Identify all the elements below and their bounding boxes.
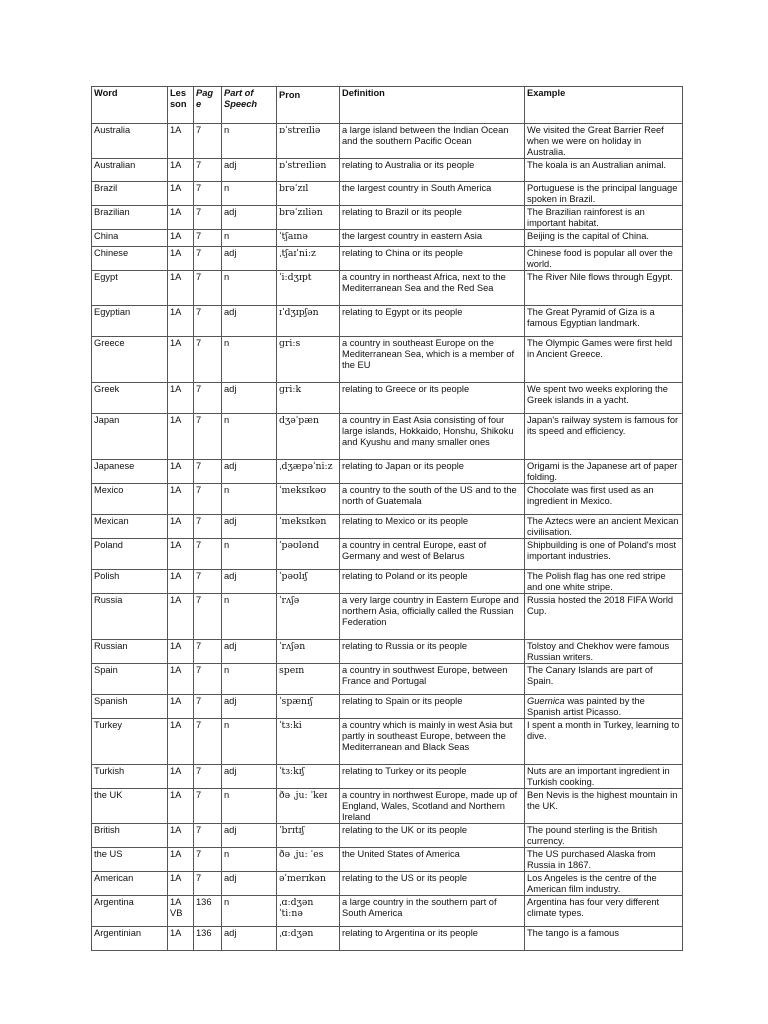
part-of-speech-cell: adj: [222, 640, 277, 664]
pronunciation-cell: ˈrʌʃə: [277, 594, 340, 640]
page-cell: 7: [194, 765, 222, 789]
pronunciation-cell: əˈmerɪkən: [277, 872, 340, 896]
word-cell: Greece: [92, 337, 168, 383]
pronunciation-cell: ˈbrɪtɪʃ: [277, 824, 340, 848]
table-row: [92, 271, 683, 306]
part-of-speech-cell: adj: [222, 570, 277, 594]
example-cell: Japan's railway system is famous for its speed and efficiency.: [525, 414, 683, 460]
part-of-speech-cell: n: [222, 896, 277, 927]
lesson-cell: 1A: [168, 719, 194, 765]
word-cell: the US: [92, 848, 168, 872]
page-cell: 7: [194, 247, 222, 271]
definition-cell: relating to Japan or its people: [340, 460, 525, 484]
lesson-cell: 1A: [168, 460, 194, 484]
pronunciation-cell: dʒəˈpæn: [277, 414, 340, 460]
example-italic-title: Guernica: [527, 696, 565, 706]
pronunciation-cell: ˈmeksɪkən: [277, 515, 340, 539]
definition-cell: relating to Spain or its people: [340, 695, 525, 719]
pronunciation-cell: ˌtʃaɪˈniːz: [277, 247, 340, 271]
page-cell: 7: [194, 337, 222, 383]
page-cell: 7: [194, 872, 222, 896]
table-body: [92, 124, 683, 951]
word-cell: Chinese: [92, 247, 168, 271]
example-cell: Nuts are an important ingredient in Turkish cooking.: [525, 765, 683, 789]
table-row: [92, 124, 683, 159]
word-cell: Turkey: [92, 719, 168, 765]
table-row: [92, 182, 683, 206]
pronunciation-cell: ɒˈstreɪliə: [277, 124, 340, 159]
definition-cell: a large island between the Indian Ocean and the southern Pacific Ocean: [340, 124, 525, 159]
word-cell: Brazilian: [92, 206, 168, 230]
table-row: [92, 383, 683, 414]
pronunciation-cell: ɡriːk: [277, 383, 340, 414]
pronunciation-cell: ɒˈstreɪliən: [277, 159, 340, 182]
part-of-speech-cell: n: [222, 539, 277, 570]
definition-cell: a country to the south of the US and to the north of Guatemala: [340, 484, 525, 515]
pronunciation-cell: ˈtɜːkɪʃ: [277, 765, 340, 789]
lesson-cell: 1A: [168, 206, 194, 230]
definition-cell: relating to Mexico or its people: [340, 515, 525, 539]
table-row: [92, 484, 683, 515]
example-cell: Chinese food is popular all over the world.: [525, 247, 683, 271]
vocabulary-table: [91, 86, 683, 951]
part-of-speech-cell: n: [222, 848, 277, 872]
example-text: was painted by the Spanish artist Picasso.: [527, 696, 645, 717]
word-cell: Russian: [92, 640, 168, 664]
word-cell: the UK: [92, 789, 168, 824]
definition-cell: a country in East Asia consisting of four large islands, Hokkaido, Honshu, Shikoku and Kyushu and many smaller ones: [340, 414, 525, 460]
definition-cell: the largest country in eastern Asia: [340, 230, 525, 247]
definition-cell: a country in central Europe, east of Germany and west of Belarus: [340, 539, 525, 570]
part-of-speech-cell: adj: [222, 159, 277, 182]
part-of-speech-cell: adj: [222, 695, 277, 719]
page-cell: 7: [194, 206, 222, 230]
pronunciation-cell: ðə ˌjuː ˈkeɪ: [277, 789, 340, 824]
table-row: [92, 765, 683, 789]
lesson-cell: 1A: [168, 695, 194, 719]
word-cell: Egyptian: [92, 306, 168, 337]
header-example: Example: [525, 87, 683, 124]
lesson-cell: 1A: [168, 664, 194, 695]
example-cell: The Great Pyramid of Giza is a famous Egyptian landmark.: [525, 306, 683, 337]
pronunciation-cell: ˈrʌʃən: [277, 640, 340, 664]
word-cell: British: [92, 824, 168, 848]
example-cell: We visited the Great Barrier Reef when we were on holiday in Australia.: [525, 124, 683, 159]
page-cell: 7: [194, 570, 222, 594]
definition-cell: a country in northwest Europe, made up of England, Wales, Scotland and Northern Ireland: [340, 789, 525, 824]
part-of-speech-cell: n: [222, 484, 277, 515]
lesson-cell: 1A: [168, 159, 194, 182]
page-cell: 7: [194, 182, 222, 206]
page-cell: 7: [194, 383, 222, 414]
part-of-speech-cell: n: [222, 594, 277, 640]
part-of-speech-cell: adj: [222, 927, 277, 951]
definition-cell: relating to China or its people: [340, 247, 525, 271]
page-cell: 7: [194, 719, 222, 765]
definition-cell: a country in southwest Europe, between France and Portugal: [340, 664, 525, 695]
pronunciation-cell: ˈtɜːki: [277, 719, 340, 765]
word-cell: Turkish: [92, 765, 168, 789]
part-of-speech-cell: n: [222, 337, 277, 383]
word-cell: Mexico: [92, 484, 168, 515]
lesson-cell: 1A: [168, 570, 194, 594]
page-cell: 136: [194, 927, 222, 951]
header-part-of-speech: Part of Speech: [222, 87, 277, 124]
example-cell: We spent two weeks exploring the Greek islands in a yacht.: [525, 383, 683, 414]
definition-cell: relating to Brazil or its people: [340, 206, 525, 230]
pronunciation-cell: brəˈzɪliən: [277, 206, 340, 230]
page-cell: 7: [194, 271, 222, 306]
example-cell: The Aztecs were an ancient Mexican civilisation.: [525, 515, 683, 539]
pronunciation-cell: ɡriːs: [277, 337, 340, 383]
page-cell: 7: [194, 640, 222, 664]
word-cell: Spain: [92, 664, 168, 695]
lesson-cell: 1A: [168, 182, 194, 206]
lesson-cell: 1A: [168, 383, 194, 414]
table-row: [92, 719, 683, 765]
definition-cell: relating to Argentina or its people: [340, 927, 525, 951]
definition-cell: relating to Poland or its people: [340, 570, 525, 594]
part-of-speech-cell: n: [222, 124, 277, 159]
page-cell: 7: [194, 824, 222, 848]
lesson-cell: 1A: [168, 824, 194, 848]
part-of-speech-cell: n: [222, 719, 277, 765]
example-cell: The Canary Islands are part of Spain.: [525, 664, 683, 695]
table-row: [92, 896, 683, 927]
part-of-speech-cell: adj: [222, 247, 277, 271]
definition-cell: relating to the US or its people: [340, 872, 525, 896]
part-of-speech-cell: adj: [222, 824, 277, 848]
lesson-cell: 1A: [168, 484, 194, 515]
page-cell: 136: [194, 896, 222, 927]
part-of-speech-cell: n: [222, 271, 277, 306]
pronunciation-cell: ˌdʒæpəˈniːz: [277, 460, 340, 484]
definition-cell: a country in northeast Africa, next to the Mediterranean Sea and the Red Sea: [340, 271, 525, 306]
word-cell: China: [92, 230, 168, 247]
part-of-speech-cell: n: [222, 182, 277, 206]
word-cell: Spanish: [92, 695, 168, 719]
part-of-speech-cell: n: [222, 414, 277, 460]
pronunciation-cell: ˈiːdʒɪpt: [277, 271, 340, 306]
definition-cell: relating to the UK or its people: [340, 824, 525, 848]
word-cell: Brazil: [92, 182, 168, 206]
example-cell: Shipbuilding is one of Poland's most important industries.: [525, 539, 683, 570]
word-cell: Japan: [92, 414, 168, 460]
word-cell: Japanese: [92, 460, 168, 484]
part-of-speech-cell: adj: [222, 206, 277, 230]
example-cell: Ben Nevis is the highest mountain in the UK.: [525, 789, 683, 824]
page-cell: 7: [194, 664, 222, 695]
example-cell: Portuguese is the principal language spoken in Brazil.: [525, 182, 683, 206]
table-row: [92, 539, 683, 570]
lesson-cell: 1A: [168, 230, 194, 247]
example-cell: The US purchased Alaska from Russia in 1867.: [525, 848, 683, 872]
page-cell: 7: [194, 515, 222, 539]
definition-cell: a country in southeast Europe on the Mediterranean Sea, which is a member of the EU: [340, 337, 525, 383]
page-cell: 7: [194, 159, 222, 182]
page-cell: 7: [194, 848, 222, 872]
lesson-cell: 1A: [168, 765, 194, 789]
page-cell: 7: [194, 124, 222, 159]
word-cell: Australia: [92, 124, 168, 159]
lesson-cell: 1A: [168, 594, 194, 640]
example-cell: Tolstoy and Chekhov were famous Russian writers.: [525, 640, 683, 664]
table-row: [92, 414, 683, 460]
pronunciation-cell: speɪn: [277, 664, 340, 695]
table-row: [92, 230, 683, 247]
example-cell: The Olympic Games were first held in Ancient Greece.: [525, 337, 683, 383]
header-word: Word: [92, 87, 168, 124]
table-row: [92, 594, 683, 640]
part-of-speech-cell: adj: [222, 765, 277, 789]
word-cell: Mexican: [92, 515, 168, 539]
table-row: [92, 789, 683, 824]
page-cell: 7: [194, 306, 222, 337]
definition-cell: the largest country in South America: [340, 182, 525, 206]
lesson-cell: 1A: [168, 414, 194, 460]
example-cell: [525, 695, 683, 719]
word-cell: American: [92, 872, 168, 896]
definition-cell: relating to Russia or its people: [340, 640, 525, 664]
pronunciation-cell: ˈpəʊlənd: [277, 539, 340, 570]
header-lesson: Les son: [168, 87, 194, 124]
word-cell: Greek: [92, 383, 168, 414]
header-row: [92, 87, 683, 124]
table-row: [92, 206, 683, 230]
table-row: [92, 640, 683, 664]
definition-cell: the United States of America: [340, 848, 525, 872]
example-cell: The koala is an Australian animal.: [525, 159, 683, 182]
table-row: [92, 927, 683, 951]
word-cell: Egypt: [92, 271, 168, 306]
word-cell: Polish: [92, 570, 168, 594]
page-cell: 7: [194, 414, 222, 460]
header-page: Pag e: [194, 87, 222, 124]
lesson-cell: 1A: [168, 848, 194, 872]
example-cell: The pound sterling is the British currency.: [525, 824, 683, 848]
pronunciation-cell: brəˈzɪl: [277, 182, 340, 206]
part-of-speech-cell: adj: [222, 306, 277, 337]
word-cell: Argentinian: [92, 927, 168, 951]
pronunciation-cell: ˌɑːdʒənˈtiːnə: [277, 896, 340, 927]
example-cell: The tango is a famous: [525, 927, 683, 951]
part-of-speech-cell: adj: [222, 383, 277, 414]
pronunciation-cell: ˈtʃaɪnə: [277, 230, 340, 247]
table-row: [92, 515, 683, 539]
header-pron: Pron: [277, 87, 340, 124]
page-cell: 7: [194, 230, 222, 247]
part-of-speech-cell: n: [222, 789, 277, 824]
page-cell: 7: [194, 484, 222, 515]
lesson-cell: 1A: [168, 539, 194, 570]
table-row: [92, 848, 683, 872]
lesson-cell: 1A: [168, 306, 194, 337]
table-row: [92, 664, 683, 695]
definition-cell: relating to Egypt or its people: [340, 306, 525, 337]
pronunciation-cell: ˈspænɪʃ: [277, 695, 340, 719]
lesson-cell: 1A: [168, 337, 194, 383]
word-cell: Russia: [92, 594, 168, 640]
lesson-cell: 1A: [168, 247, 194, 271]
example-cell: Beijing is the capital of China.: [525, 230, 683, 247]
table-row: [92, 247, 683, 271]
table-row: [92, 695, 683, 719]
lesson-cell: 1A: [168, 515, 194, 539]
lesson-cell: 1A: [168, 640, 194, 664]
table-row: [92, 159, 683, 182]
table-row: [92, 824, 683, 848]
example-cell: Chocolate was first used as an ingredient in Mexico.: [525, 484, 683, 515]
example-cell: Origami is the Japanese art of paper folding.: [525, 460, 683, 484]
pronunciation-cell: ˈmeksɪkəʊ: [277, 484, 340, 515]
page-cell: 7: [194, 539, 222, 570]
part-of-speech-cell: adj: [222, 460, 277, 484]
word-cell: Australian: [92, 159, 168, 182]
lesson-cell: 1A VB: [168, 896, 194, 927]
example-cell: The Brazilian rainforest is an important habitat.: [525, 206, 683, 230]
example-cell: Russia hosted the 2018 FIFA World Cup.: [525, 594, 683, 640]
part-of-speech-cell: n: [222, 664, 277, 695]
definition-cell: a very large country in Eastern Europe and northern Asia, officially called the Russian Federation: [340, 594, 525, 640]
word-cell: Argentina: [92, 896, 168, 927]
lesson-cell: 1A: [168, 872, 194, 896]
definition-cell: a country which is mainly in west Asia but partly in southeast Europe, between the Mediterranean and Black Seas: [340, 719, 525, 765]
example-cell: The Polish flag has one red stripe and one white stripe.: [525, 570, 683, 594]
word-cell: Poland: [92, 539, 168, 570]
example-cell: I spent a month in Turkey, learning to dive.: [525, 719, 683, 765]
pronunciation-cell: ˈpəʊlɪʃ: [277, 570, 340, 594]
example-cell: Argentina has four very different climate types.: [525, 896, 683, 927]
example-cell: The River Nile flows through Egypt.: [525, 271, 683, 306]
page-cell: 7: [194, 695, 222, 719]
page-cell: 7: [194, 594, 222, 640]
page-cell: 7: [194, 789, 222, 824]
lesson-cell: 1A: [168, 927, 194, 951]
pronunciation-cell: ðə ˌjuː ˈes: [277, 848, 340, 872]
table-row: [92, 337, 683, 383]
part-of-speech-cell: adj: [222, 515, 277, 539]
definition-cell: a large country in the southern part of South America: [340, 896, 525, 927]
lesson-cell: 1A: [168, 124, 194, 159]
part-of-speech-cell: n: [222, 230, 277, 247]
lesson-cell: 1A: [168, 271, 194, 306]
header-definition: Definition: [340, 87, 525, 124]
page-cell: 7: [194, 460, 222, 484]
lesson-cell: 1A: [168, 789, 194, 824]
definition-cell: relating to Greece or its people: [340, 383, 525, 414]
example-cell: Los Angeles is the centre of the American film industry.: [525, 872, 683, 896]
pronunciation-cell: ˌɑːdʒən: [277, 927, 340, 951]
table-row: [92, 306, 683, 337]
table-row: [92, 570, 683, 594]
definition-cell: relating to Australia or its people: [340, 159, 525, 182]
pronunciation-cell: ɪˈdʒɪpʃən: [277, 306, 340, 337]
table-row: [92, 460, 683, 484]
table-row: [92, 872, 683, 896]
definition-cell: relating to Turkey or its people: [340, 765, 525, 789]
part-of-speech-cell: adj: [222, 872, 277, 896]
